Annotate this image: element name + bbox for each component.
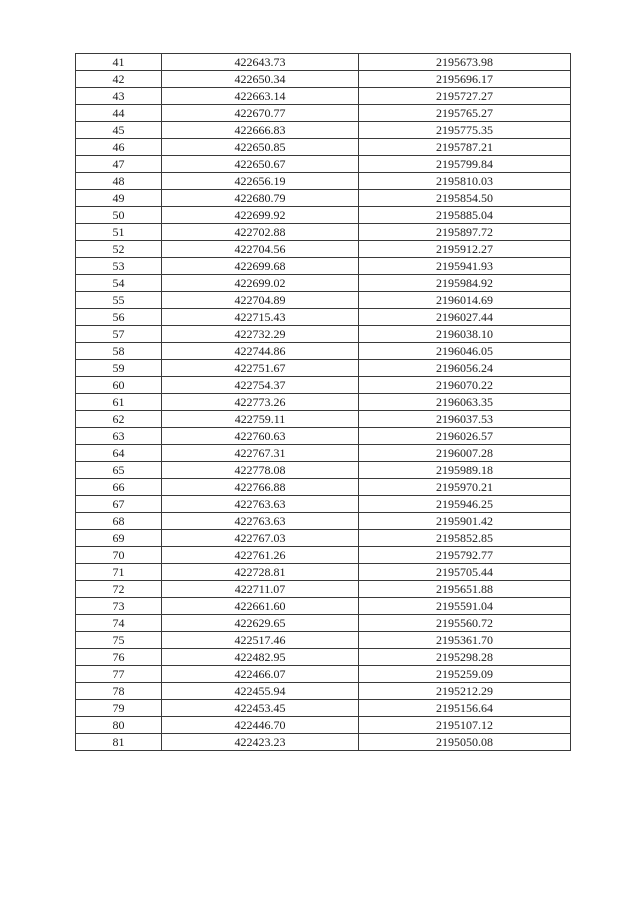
x-coordinate-cell: 422704.56: [162, 241, 359, 258]
point-number-cell: 62: [76, 411, 162, 428]
y-coordinate-cell: 2195854.50: [359, 190, 571, 207]
coordinates-table: [75, 53, 571, 751]
table-row: [76, 479, 571, 496]
y-coordinate-cell: 2195901.42: [359, 513, 571, 530]
table-row: [76, 598, 571, 615]
y-coordinate-cell: 2195897.72: [359, 224, 571, 241]
x-coordinate-cell: 422661.60: [162, 598, 359, 615]
table-row: [76, 683, 571, 700]
x-coordinate-cell: 422466.07: [162, 666, 359, 683]
y-coordinate-cell: 2196037.53: [359, 411, 571, 428]
point-number-cell: 73: [76, 598, 162, 615]
x-coordinate-cell: 422446.70: [162, 717, 359, 734]
x-coordinate-cell: 422728.81: [162, 564, 359, 581]
point-number-cell: 45: [76, 122, 162, 139]
y-coordinate-cell: 2195912.27: [359, 241, 571, 258]
y-coordinate-cell: 2195560.72: [359, 615, 571, 632]
table-row: [76, 71, 571, 88]
table-row: [76, 343, 571, 360]
table-row: [76, 258, 571, 275]
y-coordinate-cell: 2195810.03: [359, 173, 571, 190]
y-coordinate-cell: 2195799.84: [359, 156, 571, 173]
x-coordinate-cell: 422751.67: [162, 360, 359, 377]
x-coordinate-cell: 422759.11: [162, 411, 359, 428]
y-coordinate-cell: 2195765.27: [359, 105, 571, 122]
table-row: [76, 292, 571, 309]
point-number-cell: 50: [76, 207, 162, 224]
y-coordinate-cell: 2196046.05: [359, 343, 571, 360]
y-coordinate-cell: 2196070.22: [359, 377, 571, 394]
point-number-cell: 43: [76, 88, 162, 105]
y-coordinate-cell: 2196014.69: [359, 292, 571, 309]
x-coordinate-cell: 422482.95: [162, 649, 359, 666]
point-number-cell: 47: [76, 156, 162, 173]
table-row: [76, 326, 571, 343]
table-row: [76, 173, 571, 190]
y-coordinate-cell: 2195984.92: [359, 275, 571, 292]
table-row: [76, 581, 571, 598]
x-coordinate-cell: 422767.31: [162, 445, 359, 462]
point-number-cell: 53: [76, 258, 162, 275]
x-coordinate-cell: 422732.29: [162, 326, 359, 343]
x-coordinate-cell: 422704.89: [162, 292, 359, 309]
y-coordinate-cell: 2195970.21: [359, 479, 571, 496]
table-row: [76, 530, 571, 547]
x-coordinate-cell: 422766.88: [162, 479, 359, 496]
x-coordinate-cell: 422699.92: [162, 207, 359, 224]
table-row: [76, 649, 571, 666]
x-coordinate-cell: 422666.83: [162, 122, 359, 139]
point-number-cell: 51: [76, 224, 162, 241]
point-number-cell: 60: [76, 377, 162, 394]
y-coordinate-cell: 2195775.35: [359, 122, 571, 139]
point-number-cell: 65: [76, 462, 162, 479]
point-number-cell: 80: [76, 717, 162, 734]
y-coordinate-cell: 2196026.57: [359, 428, 571, 445]
y-coordinate-cell: 2195792.77: [359, 547, 571, 564]
point-number-cell: 54: [76, 275, 162, 292]
x-coordinate-cell: 422699.68: [162, 258, 359, 275]
point-number-cell: 74: [76, 615, 162, 632]
point-number-cell: 52: [76, 241, 162, 258]
table-row: [76, 513, 571, 530]
table-row: [76, 122, 571, 139]
point-number-cell: 46: [76, 139, 162, 156]
table-row: [76, 190, 571, 207]
x-coordinate-cell: 422754.37: [162, 377, 359, 394]
table-row: [76, 139, 571, 156]
y-coordinate-cell: 2195591.04: [359, 598, 571, 615]
x-coordinate-cell: 422711.07: [162, 581, 359, 598]
x-coordinate-cell: 422760.63: [162, 428, 359, 445]
table-row: [76, 717, 571, 734]
y-coordinate-cell: 2196056.24: [359, 360, 571, 377]
coordinates-table-body: [76, 54, 571, 751]
table-row: [76, 632, 571, 649]
point-number-cell: 66: [76, 479, 162, 496]
y-coordinate-cell: 2195787.21: [359, 139, 571, 156]
x-coordinate-cell: 422763.63: [162, 513, 359, 530]
point-number-cell: 56: [76, 309, 162, 326]
table-row: [76, 360, 571, 377]
point-number-cell: 55: [76, 292, 162, 309]
table-row: [76, 445, 571, 462]
point-number-cell: 48: [76, 173, 162, 190]
x-coordinate-cell: 422763.63: [162, 496, 359, 513]
y-coordinate-cell: 2195050.08: [359, 734, 571, 751]
table-row: [76, 156, 571, 173]
table-row: [76, 224, 571, 241]
y-coordinate-cell: 2196007.28: [359, 445, 571, 462]
table-row: [76, 241, 571, 258]
point-number-cell: 72: [76, 581, 162, 598]
table-row: [76, 428, 571, 445]
table-row: [76, 275, 571, 292]
point-number-cell: 71: [76, 564, 162, 581]
point-number-cell: 81: [76, 734, 162, 751]
point-number-cell: 78: [76, 683, 162, 700]
x-coordinate-cell: 422715.43: [162, 309, 359, 326]
point-number-cell: 64: [76, 445, 162, 462]
table-row: [76, 547, 571, 564]
x-coordinate-cell: 422455.94: [162, 683, 359, 700]
y-coordinate-cell: 2195361.70: [359, 632, 571, 649]
point-number-cell: 69: [76, 530, 162, 547]
x-coordinate-cell: 422761.26: [162, 547, 359, 564]
x-coordinate-cell: 422517.46: [162, 632, 359, 649]
table-row: [76, 394, 571, 411]
y-coordinate-cell: 2195696.17: [359, 71, 571, 88]
y-coordinate-cell: 2195941.93: [359, 258, 571, 275]
table-row: [76, 207, 571, 224]
x-coordinate-cell: 422453.45: [162, 700, 359, 717]
x-coordinate-cell: 422663.14: [162, 88, 359, 105]
x-coordinate-cell: 422744.86: [162, 343, 359, 360]
y-coordinate-cell: 2195651.88: [359, 581, 571, 598]
point-number-cell: 57: [76, 326, 162, 343]
point-number-cell: 79: [76, 700, 162, 717]
y-coordinate-cell: 2195107.12: [359, 717, 571, 734]
point-number-cell: 59: [76, 360, 162, 377]
point-number-cell: 49: [76, 190, 162, 207]
table-row: [76, 54, 571, 71]
x-coordinate-cell: 422643.73: [162, 54, 359, 71]
y-coordinate-cell: 2195298.28: [359, 649, 571, 666]
point-number-cell: 77: [76, 666, 162, 683]
table-row: [76, 105, 571, 122]
y-coordinate-cell: 2195852.85: [359, 530, 571, 547]
table-row: [76, 377, 571, 394]
y-coordinate-cell: 2195673.98: [359, 54, 571, 71]
y-coordinate-cell: 2196027.44: [359, 309, 571, 326]
x-coordinate-cell: 422656.19: [162, 173, 359, 190]
x-coordinate-cell: 422629.65: [162, 615, 359, 632]
table-row: [76, 615, 571, 632]
y-coordinate-cell: 2195946.25: [359, 496, 571, 513]
x-coordinate-cell: 422702.88: [162, 224, 359, 241]
table-row: [76, 88, 571, 105]
table-row: [76, 496, 571, 513]
x-coordinate-cell: 422680.79: [162, 190, 359, 207]
table-row: [76, 462, 571, 479]
y-coordinate-cell: 2195989.18: [359, 462, 571, 479]
x-coordinate-cell: 422699.02: [162, 275, 359, 292]
x-coordinate-cell: 422423.23: [162, 734, 359, 751]
point-number-cell: 63: [76, 428, 162, 445]
point-number-cell: 75: [76, 632, 162, 649]
point-number-cell: 68: [76, 513, 162, 530]
y-coordinate-cell: 2195705.44: [359, 564, 571, 581]
x-coordinate-cell: 422767.03: [162, 530, 359, 547]
y-coordinate-cell: 2195727.27: [359, 88, 571, 105]
table-row: [76, 666, 571, 683]
point-number-cell: 42: [76, 71, 162, 88]
y-coordinate-cell: 2195156.64: [359, 700, 571, 717]
x-coordinate-cell: 422650.85: [162, 139, 359, 156]
point-number-cell: 41: [76, 54, 162, 71]
x-coordinate-cell: 422773.26: [162, 394, 359, 411]
x-coordinate-cell: 422778.08: [162, 462, 359, 479]
y-coordinate-cell: 2195259.09: [359, 666, 571, 683]
table-row: [76, 309, 571, 326]
table-row: [76, 564, 571, 581]
table-row: [76, 700, 571, 717]
point-number-cell: 70: [76, 547, 162, 564]
x-coordinate-cell: 422650.67: [162, 156, 359, 173]
y-coordinate-cell: 2196063.35: [359, 394, 571, 411]
x-coordinate-cell: 422650.34: [162, 71, 359, 88]
x-coordinate-cell: 422670.77: [162, 105, 359, 122]
point-number-cell: 61: [76, 394, 162, 411]
table-row: [76, 411, 571, 428]
point-number-cell: 67: [76, 496, 162, 513]
point-number-cell: 76: [76, 649, 162, 666]
y-coordinate-cell: 2196038.10: [359, 326, 571, 343]
y-coordinate-cell: 2195885.04: [359, 207, 571, 224]
point-number-cell: 58: [76, 343, 162, 360]
table-row: [76, 734, 571, 751]
y-coordinate-cell: 2195212.29: [359, 683, 571, 700]
point-number-cell: 44: [76, 105, 162, 122]
